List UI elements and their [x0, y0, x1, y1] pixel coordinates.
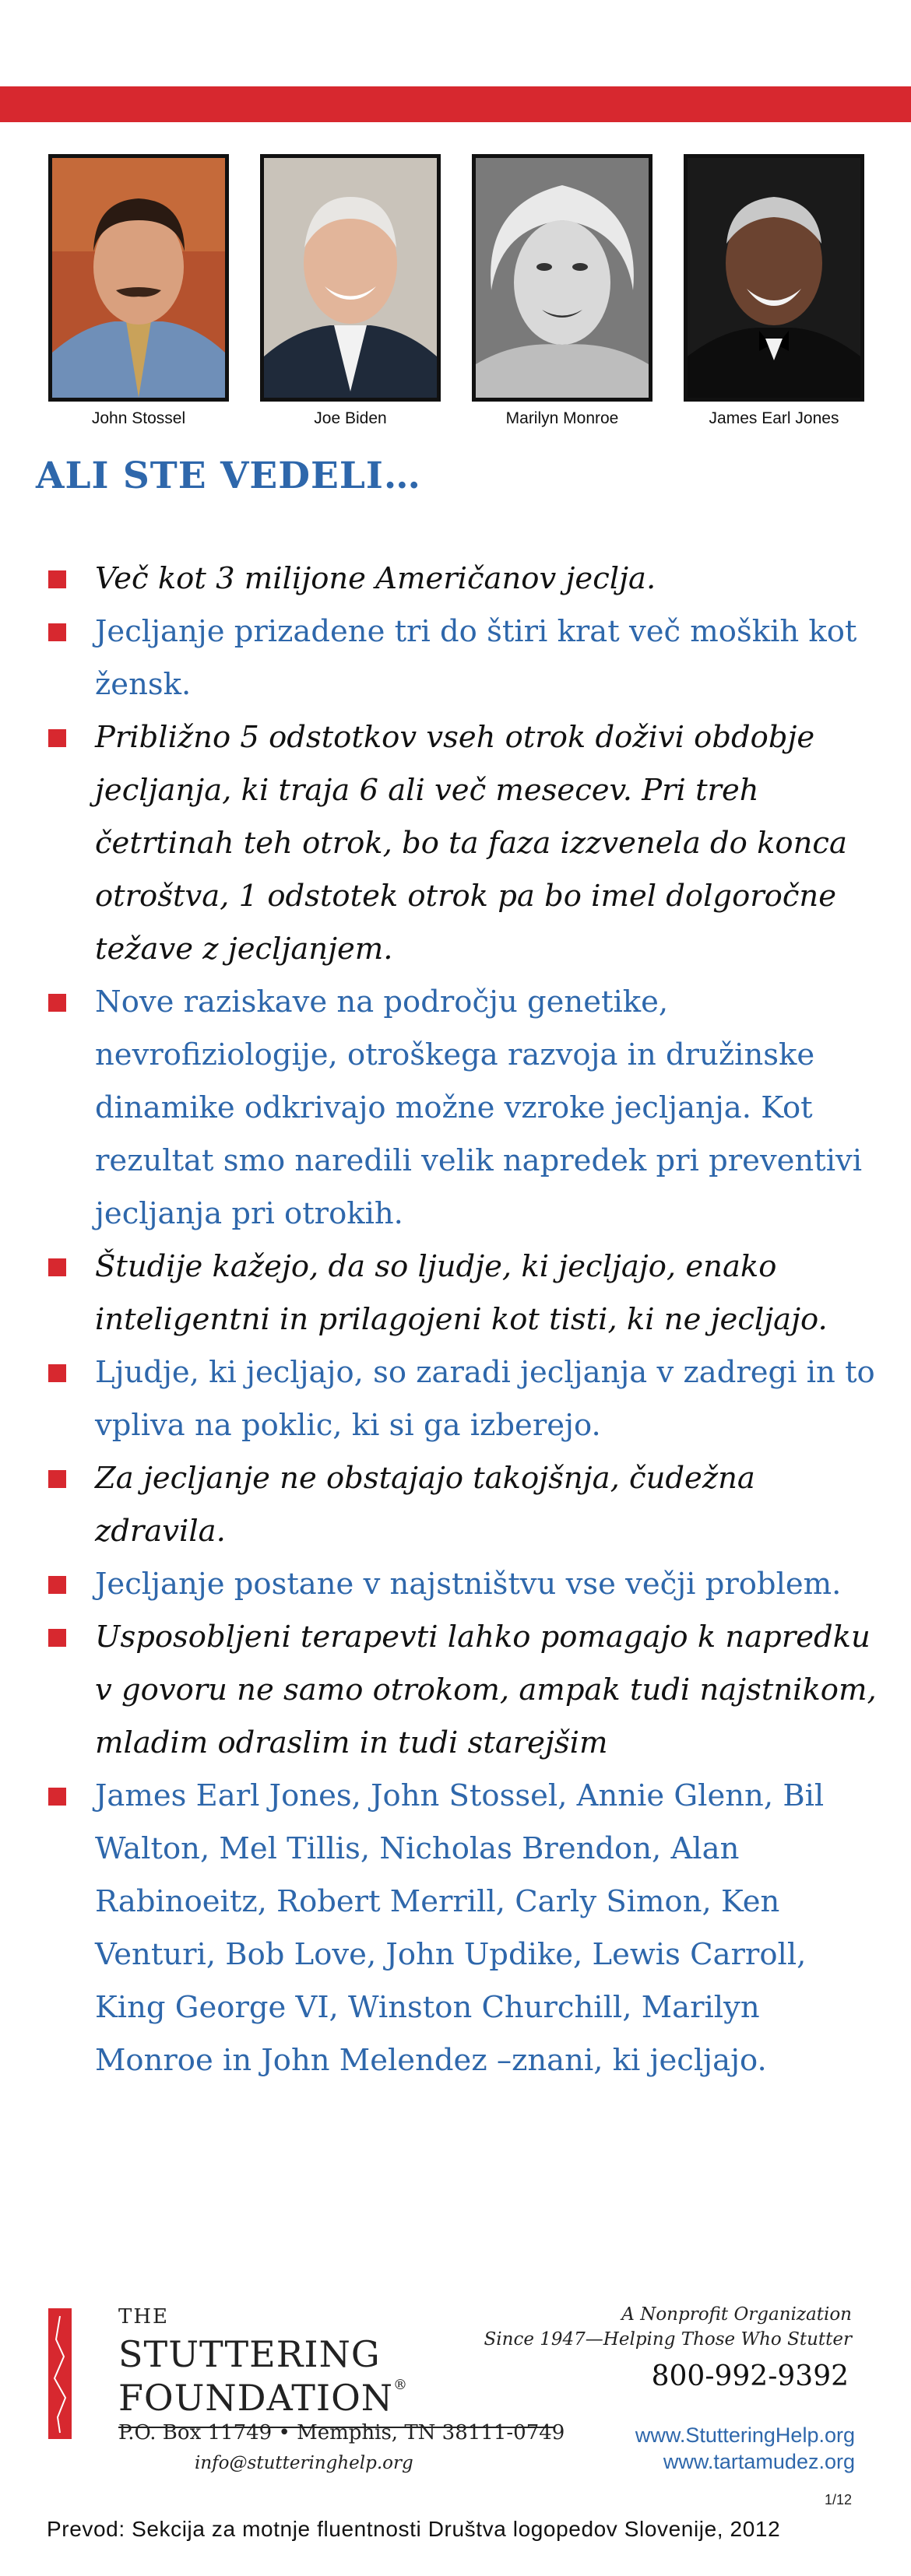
portrait-photo: [472, 154, 652, 402]
website-link[interactable]: www.tartamudez.org: [663, 2450, 855, 2473]
bullet-square-icon: [48, 623, 66, 641]
facts-list: [48, 553, 881, 2087]
portrait-caption: Joe Biden: [314, 409, 387, 427]
bullet-square-icon: [48, 1258, 66, 1276]
website-links: [635, 2422, 855, 2475]
portrait-caption: John Stossel: [91, 409, 186, 427]
portrait-image: [264, 158, 437, 398]
fact-item: [48, 1241, 881, 1346]
top-red-bar: [0, 86, 911, 122]
portrait-photo: [48, 154, 229, 402]
fact-text: Jecljanje postane v najstništvu vse večji problem.: [95, 1567, 842, 1602]
footer: [0, 2288, 911, 2576]
registered-mark: ®: [393, 2377, 409, 2393]
portrait-marilyn-monroe: [472, 154, 652, 428]
fact-text: Usposobljeni terapevti lahko pomagajo k napredku v govoru ne samo otrokom, ampak tudi najstnikom, mladim odraslim in tudi starejšim: [95, 1620, 877, 1760]
translation-credit: Prevod: Sekcija za motnje fluentnosti Društva logopedov Slovenije, 2012: [47, 2517, 781, 2541]
fact-text: Nove raziskave na področju genetike, nevrofiziologije, otroškega razvoja in družinske dinamike odkrivajo možne vzroke jecljanja. Kot rezultat smo naredili velik napredek pri preventivi jecljanja pri otrokih.: [95, 984, 863, 1231]
fact-item: [48, 1346, 881, 1452]
portrait-photo: [684, 154, 864, 402]
logo-foundation: [118, 2377, 408, 2419]
fact-text: Ljudje, ki jecljajo, so zaradi jecljanja v zadregi in to vpliva na poklic, ki si ga izberejo.: [95, 1355, 875, 1443]
postal-address: P.O. Box 11749 • Memphis, TN 38111-0749: [118, 2421, 565, 2444]
fact-item: [48, 1452, 881, 1558]
fact-text: Za jecljanje ne obstajajo takojšnja, čudežna zdravila.: [95, 1461, 755, 1549]
bullet-square-icon: [48, 1788, 66, 1806]
logo-the: THE: [118, 2305, 169, 2329]
bullet-square-icon: [48, 1629, 66, 1647]
email-link[interactable]: info@stutteringhelp.org: [195, 2453, 413, 2473]
portrait-james-earl-jones: [684, 154, 864, 428]
bullet-square-icon: [48, 729, 66, 747]
fact-text: Jecljanje prizadene tri do štiri krat več moških kot žensk.: [95, 614, 857, 702]
fact-item: [48, 605, 881, 711]
website-link[interactable]: www.StutteringHelp.org: [635, 2423, 855, 2447]
portrait-photo: [260, 154, 441, 402]
portrait-caption: James Earl Jones: [709, 409, 839, 427]
fact-text: Študije kažejo, da so ljudje, ki jecljajo, enako inteligentni in prilagojeni kot tisti, ki ne jecljajo.: [95, 1249, 828, 1337]
fact-item: [48, 1611, 881, 1770]
fact-item: [48, 976, 881, 1241]
fact-item: [48, 553, 881, 605]
page-number: 1/12: [824, 2492, 852, 2508]
logo-foundation-text: FOUNDATION: [118, 2377, 394, 2419]
portrait-image: [52, 158, 225, 398]
logo-mark-icon: [48, 2308, 72, 2439]
nonprofit-line: Since 1947—Helping Those Who Stutter: [484, 2329, 852, 2350]
bullet-square-icon: [48, 1576, 66, 1594]
portrait-row: [48, 154, 863, 427]
bullet-square-icon: [48, 1470, 66, 1488]
portrait-joe-biden: [260, 154, 441, 428]
nonprofit-tagline: [484, 2302, 852, 2352]
portrait-john-stossel: [48, 154, 229, 428]
portrait-image: [476, 158, 649, 398]
fact-text: James Earl Jones, John Stossel, Annie Glenn, Bil Walton, Mel Tillis, Nicholas Brendon, Alan Rabinoeitz, Robert Merrill, Carly Simon, Ken Venturi, Bob Love, John Updike, Lewis Carroll, King George VI, Winston Churchill, Marilyn Monroe in John Melendez –znani, ki jecljajo.: [95, 1778, 825, 2078]
fact-item: [48, 1770, 881, 2087]
fact-text: Več kot 3 milijone Američanov jeclja.: [95, 561, 656, 596]
logo-stuttering: STUTTERING: [118, 2333, 381, 2375]
bullet-square-icon: [48, 1364, 66, 1382]
bullet-square-icon: [48, 994, 66, 1012]
fact-text: Približno 5 odstotkov vseh otrok doživi obdobje jecljanja, ki traja 6 ali več mesecev. Pri treh četrtinah teh otrok, bo ta faza izzvenela do konca otroštva, 1 odstotek otrok pa bo imel dolgoročne težave z jecljanjem.: [95, 720, 847, 967]
bullet-square-icon: [48, 570, 66, 588]
portrait-caption: Marilyn Monroe: [505, 409, 619, 427]
page-heading: ALI STE VEDELI…: [36, 454, 421, 497]
fact-item: [48, 711, 881, 976]
nonprofit-line: A Nonprofit Organization: [621, 2304, 852, 2325]
fact-item: [48, 1558, 881, 1611]
phone-number[interactable]: 800-992-9392: [651, 2360, 849, 2392]
portrait-image: [688, 158, 860, 398]
